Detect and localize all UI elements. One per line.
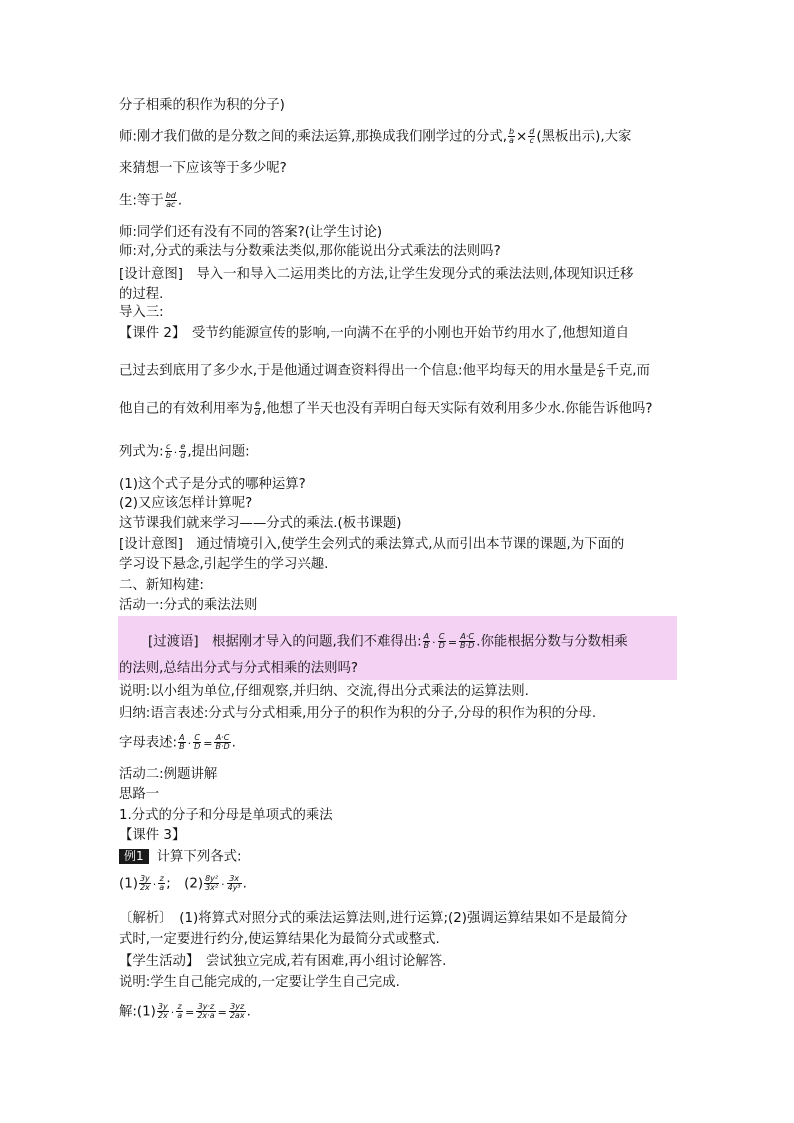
text-line: 【学生活动】 尝试独立完成,若有困难,再小组讨论解答. [119,954,447,969]
fraction: $\frac{3y}{2x}$ [139,874,150,892]
fraction: $\frac{c}{b}$ [598,361,604,379]
text-line: (1) $\frac{3y}{2x}$ · $\frac{z}{a}$ ; (2) $\frac{\text{8y²}}{\text{3x²}}$ · $\frac{3x}{\text{4y³}}$ . [119,874,247,892]
fraction: $\frac{e}{d}$ [180,442,186,460]
text-line: 的过程. [119,287,164,302]
text-line: 师:同学们还有没有不同的答案?(让学生讨论) [119,225,383,240]
text-line: 〔解析〕 (1)将算式对照分式的乘法运算法则,进行运算;(2)强调运算结果如不是最简分 [119,911,628,926]
text-line: (1)这个式子是分式的哪种运算? [119,477,306,492]
text-line: [设计意图] 导入一和导入二运用类比的方法,让学生发现分式的乘法法则,体现知识迁移 [119,267,634,282]
text-line: 导入三: [119,305,164,320]
text-line: 来猜想一下应该等于多少呢? [119,161,287,176]
text-line: 【课件 3】 [119,828,186,843]
fraction: $\frac{d}{c}$ [529,127,535,145]
text-line: 式时,一定要进行约分,使运算结果化为最简分式或整式. [119,932,440,947]
text-line: 1.分式的分子和分母是单项式的乘法 [119,808,333,823]
text-line: 己过去到底用了多少水,于是他通过调查资料得出一个信息:他平均每天的用水量是 $\frac{c}{b}$ 千克,而 [119,361,650,379]
fraction: $\frac{z}{a}$ [159,874,165,892]
text-line: 说明:学生自己能完成的,一定要让学生自己完成. [119,975,400,990]
text-line: (2)又应该怎样计算呢? [119,496,253,511]
fraction: $\frac{b}{a}$ [508,127,515,145]
fraction: $\frac{C}{D}$ [194,733,201,751]
text-line: 分子相乘的积作为积的分子) [119,98,285,113]
fraction: $\frac{c}{b}$ [165,442,171,460]
text-line: 归纳:语言表述:分式与分式相乘,用分子的积作为积的分子,分母的积作为积的分母. [119,706,597,721]
fraction: $\frac{3yz}{2ax}$ [229,1002,245,1020]
text-line: 这节课我们就来学习——分式的乘法.(板书课题) [119,516,402,531]
text-line: 师:对,分式的乘法与分数乘法类似,那你能说出分式乘法的法则吗? [119,244,501,259]
text-line: [过渡语] 根据刚才导入的问题,我们不难得出: $\frac{A}{B}$ · $\frac{C}{D}$ = $\frac{A\cdot C}{B\cdot D}$ .你能根据分数与分数相乘 [148,632,628,650]
fraction: $\frac{A}{B}$ [179,733,185,751]
text-line: 学习设下悬念,引起学生的学习兴趣. [119,557,329,572]
fraction: $\frac{C}{D}$ [438,632,445,650]
text-line: [设计意图] 通过情境引入,使学生会列式的乘法算式,从而引出本节课的课题,为下面的 [119,537,625,552]
fraction: $\frac{3y\cdot z}{2x\cdot a}$ [197,1002,215,1020]
text-line: 师:刚才我们做的是分数之间的乘法运算,那换成我们刚学过的分式, $\frac{b}{a}$ × $\frac{d}{c}$ (黑板出示),大家 [119,127,632,145]
text-line: 活动二:例题讲解 [119,767,218,782]
text-line: 思路一 [119,787,160,802]
fraction: $\frac{3y}{2x}$ [157,1002,168,1020]
fraction: $\frac{z}{a}$ [177,1002,183,1020]
text-line: 例1 计算下列各式: [119,849,242,866]
text-line: 解:(1) $\frac{3y}{2x}$ · $\frac{z}{a}$ = $\frac{3y\cdot z}{2x\cdot a}$ = $\frac{3yz}{2ax}$ . [119,1002,251,1020]
text-line: 说明:以小组为单位,仔细观察,并归纳、交流,得出分式乘法的运算法则. [119,684,529,699]
example-badge: 例1 [119,849,149,864]
text-line: 【课件 2】 受节约能源宣传的影响,一向满不在乎的小刚也开始节约用水了,他想知道自 [119,326,630,341]
text-line: 的法则,总结出分式与分式相乘的法则吗? [119,661,359,676]
fraction: $\frac{bd}{ac}$ [165,191,176,209]
fraction: $\frac{e}{d}$ [254,399,260,417]
text-line: 字母表述: $\frac{A}{B}$ · $\frac{C}{D}$ = $\frac{A\cdot C}{B\cdot D}$ . [119,733,236,751]
text-line: 列式为: $\frac{c}{b}$ · $\frac{e}{d}$ ,提出问题: [119,442,250,460]
fraction: $\frac{A}{B}$ [423,632,430,650]
text-line: 二、新知构建: [119,578,204,593]
text-line: 他自己的有效利用率为 $\frac{e}{d}$ ,他想了半天也没有弄明白每天实际有效利用多少水.你能告诉他吗? [119,399,653,417]
text-line: 活动一:分式的乘法法则 [119,598,258,613]
fraction: $\frac{A\cdot C}{B\cdot D}$ [460,632,475,650]
fraction: $\frac{A\cdot C}{B\cdot D}$ [215,733,230,751]
fraction: $\frac{3x}{\text{4y³}}$ [227,874,241,892]
fraction: $\frac{\text{8y²}}{\text{3x²}}$ [205,874,219,892]
text-line: 生:等于 $\frac{bd}{ac}$ . [119,191,183,209]
